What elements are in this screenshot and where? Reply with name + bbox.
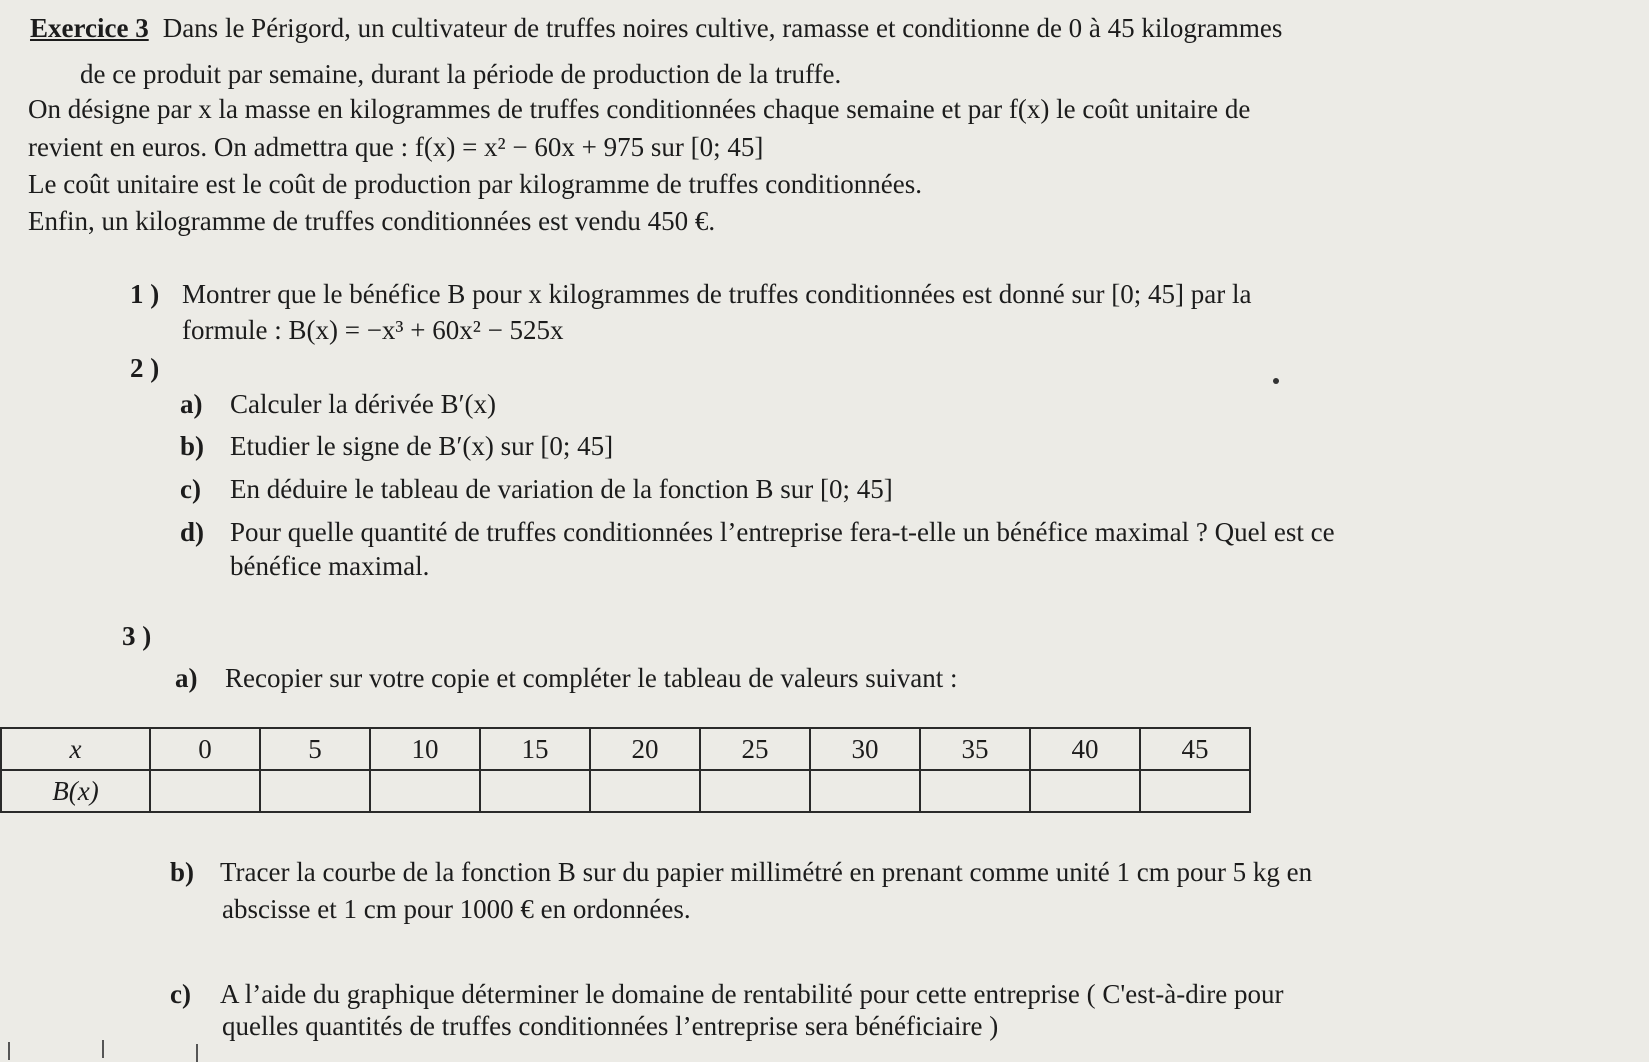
intro-line-2: de ce produit par semaine, durant la période de production de la truffe. [80, 59, 842, 89]
table-empty-cell [700, 770, 810, 812]
question-1-number: 1 ) [130, 279, 160, 309]
question-2b-letter: b) [180, 431, 205, 461]
question-1-formula: formule : B(x) = −x³ + 60x² − 525x [182, 315, 564, 345]
question-2d [180, 518, 1335, 548]
intro-line-4: revient en euros. On admettra que : f(x) = x² − 60x + 975 sur [0; 45] [28, 132, 764, 162]
question-1-text: Montrer que le bénéfice B pour x kilogrammes de truffes conditionnées est donné sur [0; 45] par la [182, 279, 1252, 309]
table-x-value: 20 [590, 728, 700, 770]
question-3a-letter: a) [175, 663, 198, 693]
question-3c-letter: c) [170, 979, 191, 1009]
table-x-value: 5 [260, 728, 370, 770]
table-empty-cell [150, 770, 260, 812]
question-3b-letter: b) [170, 857, 195, 887]
question-2c [180, 475, 893, 505]
intro-line-3: On désigne par x la masse en kilogrammes de truffes conditionnées chaque semaine et par f(x) le coût unitaire de [28, 94, 1251, 124]
table-empty-cell [480, 770, 590, 812]
scan-mark [8, 1042, 10, 1060]
question-1 [130, 280, 1251, 310]
table-empty-cell [920, 770, 1030, 812]
question-2d-text: Pour quelle quantité de truffes conditionnées l’entreprise fera-t-elle un bénéfice maximal ? Quel est ce [230, 517, 1335, 547]
table-empty-cell [590, 770, 700, 812]
table-row-bx [1, 770, 1250, 812]
question-2c-letter: c) [180, 474, 201, 504]
question-3-number: 3 ) [122, 621, 152, 651]
scan-mark [102, 1040, 104, 1058]
table-x-value: 45 [1140, 728, 1250, 770]
table-empty-cell [370, 770, 480, 812]
intro-line-5: Le coût unitaire est le coût de production par kilogramme de truffes conditionnées. [28, 169, 922, 199]
exercise-heading [30, 14, 1282, 44]
question-2c-text: En déduire le tableau de variation de la fonction B sur [0; 45] [230, 474, 893, 504]
question-2b-text: Etudier le signe de B′(x) sur [0; 45] [230, 431, 614, 461]
question-3b-continued: abscisse et 1 cm pour 1000 € en ordonnées. [222, 894, 691, 924]
table-empty-cell [1030, 770, 1140, 812]
question-2d-letter: d) [180, 517, 205, 547]
table-x-value: 10 [370, 728, 480, 770]
table-x-value: 25 [700, 728, 810, 770]
scan-mark [196, 1044, 198, 1062]
question-2-number: 2 ) [130, 353, 160, 383]
intro-line-6: Enfin, un kilogramme de truffes conditionnées est vendu 450 €. [28, 206, 716, 236]
question-2a [180, 390, 496, 420]
question-3a [175, 664, 957, 694]
question-2d-continued: bénéfice maximal. [230, 551, 430, 581]
table-row-x [1, 728, 1250, 770]
question-3b [170, 858, 1312, 888]
values-table [0, 727, 1251, 813]
exercise-title: Exercice 3 [30, 13, 149, 43]
intro-line-1: Dans le Périgord, un cultivateur de truffes noires cultive, ramasse et conditionne de 0 à 45 kilogrammes [162, 13, 1283, 43]
table-x-value: 15 [480, 728, 590, 770]
table-x-value: 0 [150, 728, 260, 770]
question-3c-text: A l’aide du graphique déterminer le domaine de rentabilité pour cette entreprise ( C'est-à-dire pour [220, 979, 1284, 1009]
question-2b [180, 432, 613, 462]
table-x-value: 30 [810, 728, 920, 770]
table-x-value: 40 [1030, 728, 1140, 770]
question-3c-continued: quelles quantités de truffes conditionnées l’entreprise sera bénéficiaire ) [222, 1011, 999, 1041]
scan-speck [1273, 378, 1279, 384]
table-empty-cell [1140, 770, 1250, 812]
table-empty-cell [810, 770, 920, 812]
question-3c [170, 980, 1283, 1010]
table-x-value: 35 [920, 728, 1030, 770]
question-3b-text: Tracer la courbe de la fonction B sur du papier millimétré en prenant comme unité 1 cm pour 5 kg en [220, 857, 1313, 887]
question-2a-letter: a) [180, 389, 203, 419]
question-3a-text: Recopier sur votre copie et compléter le tableau de valeurs suivant : [225, 663, 958, 693]
question-2a-text: Calculer la dérivée B′(x) [230, 389, 497, 419]
table-header-bx: B(x) [1, 770, 150, 812]
table-empty-cell [260, 770, 370, 812]
table-header-x: x [1, 728, 150, 770]
